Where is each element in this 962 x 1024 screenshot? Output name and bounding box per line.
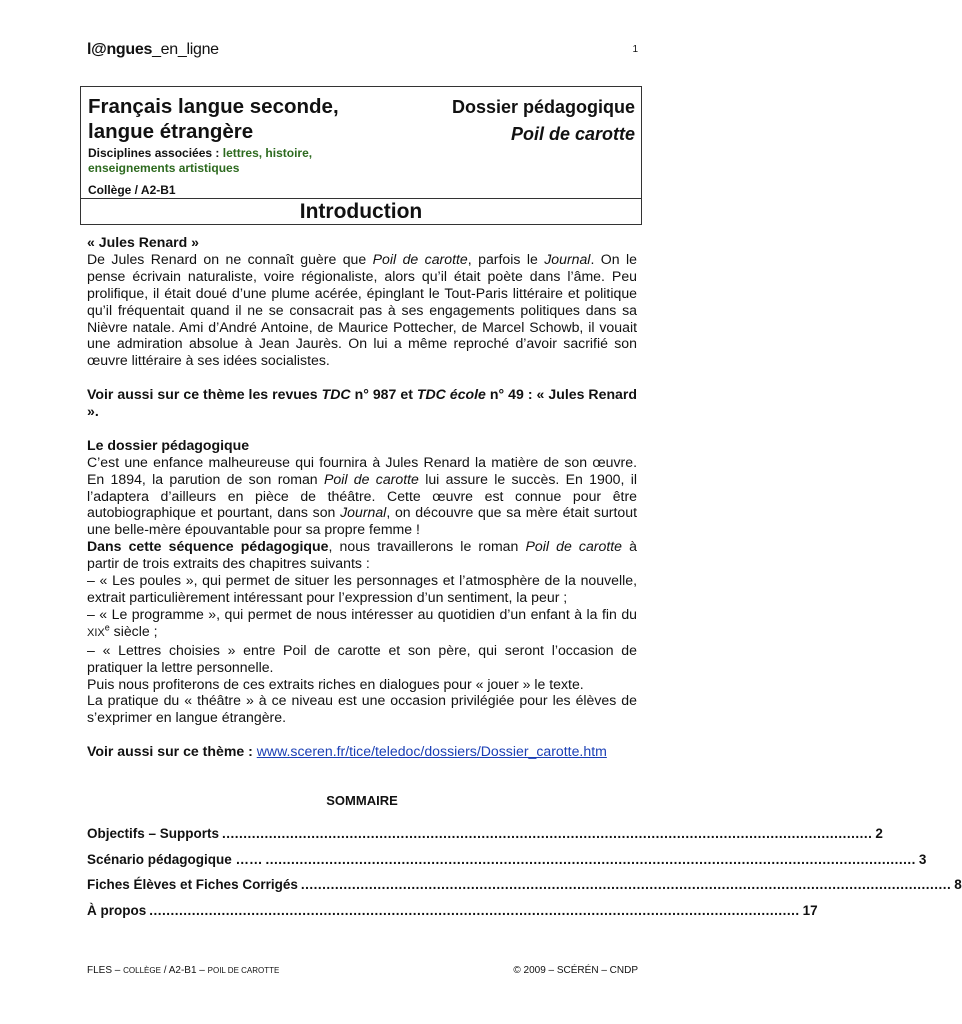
title-line1: Français langue seconde,: [88, 95, 339, 118]
paragraph: La pratique du « théâtre » à ce niveau est une occasion privilégiée pour les élèves de s’exprimer en langue étrangère.: [87, 692, 637, 726]
toc-row[interactable]: Objectifs – Supports ......................................................................................................................................................... 2: [87, 826, 883, 841]
logo-part1: l@ngues: [87, 41, 153, 58]
list-item: – « Les poules », qui permet de situer les personnages et l’atmosphère de la nouvelle, extrait particulièrement intéressant pour l’expression d’un sentiment, la peur ;: [87, 572, 637, 605]
intro-heading: « Jules Renard »: [87, 234, 200, 250]
paragraph: Puis nous profiterons de ces extraits riches en dialogues pour « jouer » le texte.: [87, 675, 584, 692]
page-number: 1: [632, 44, 638, 55]
footer-copyright: © 2009 – SCÉRÉN – CNDP: [513, 965, 638, 976]
page-title: [88, 94, 339, 144]
toc-row[interactable]: Scénario pédagogique …… ......................................................................................................................................................... 3: [87, 851, 927, 867]
logo-part2: _en_ligne: [152, 41, 219, 58]
dossier-label: Dossier pédagogique: [451, 97, 635, 117]
sommaire-title: SOMMAIRE: [326, 793, 398, 808]
intro-paragraph: De Jules Renard on ne connaît guère que Poil de carotte, parfois le Journal. On le pense écrivain naturaliste, voire régionaliste, alors qu’il était poète dans l’âme. Peu prolifique, il était doué d’une plume acérée, épinglant le Tout-Paris littéraire et politique qu’il fréquentait quand il ne se consacrait pas à ses engagements politiques dans sa Nièvre natale. Ami d’André Antoine, de Maurice Pottecher, de Marcel Schowb, il vouait une admiration absolue à Jean Jaurès. On lui a même reproché d’avoir sacrifié son œuvre littéraire à ses idées socialistes.: [87, 250, 637, 369]
level: Collège / A2-B1: [88, 183, 176, 197]
title-line2: langue étrangère: [88, 120, 254, 143]
dossier-link[interactable]: www.sceren.fr/tice/teledoc/dossiers/Dossier_carotte.htm: [256, 743, 607, 760]
footer-left: FLES – COLLÈGE / A2-B1 – POIL DE CAROTTE: [87, 965, 280, 976]
dossier-heading: [452, 94, 635, 148]
sequence-paragraph: Dans cette séquence pédagogique, nous travaillerons le roman Poil de carotte à partir de trois extraits des chapitres suivants :: [87, 538, 637, 572]
dossier-heading-text: Le dossier pédagogique: [87, 436, 250, 453]
list-item: – « Le programme », qui permet de nous intéresser au quotidien d’un enfant à la fin du XIXe siècle ;: [87, 605, 637, 639]
dossier-see-also: Voir aussi sur ce thème : www.sceren.fr/tice/teledoc/dossiers/Dossier_carotte.htm: [87, 743, 607, 760]
intro-see-also: Voir aussi sur ce thème les revues TDC n° 987 et TDC école n° 49 : « Jules Renard ».: [87, 386, 637, 420]
disciplines-label: Disciplines associées :: [88, 146, 220, 160]
main-content: [87, 234, 637, 760]
toc-row[interactable]: À propos ......................................................................................................................................................... 17: [87, 902, 818, 918]
table-of-contents: [87, 826, 962, 928]
disciplines-value: lettres, histoire, enseignements artistiques: [88, 146, 313, 175]
disciplines: [88, 146, 358, 176]
dossier-paragraph: C’est une enfance malheureuse qui fournira à Jules Renard la matière de son œuvre. En 1894, la parution de son roman Poil de carotte lui assure le succès. En 1900, il l’adaptera d’ailleurs en pièce de théâtre. Cette œuvre est connue pour être autobiographique et pourtant, dans son Journal, on découvre que sa mère était surtout une belle-mère épouvantable pour sa propre femme !: [87, 453, 638, 538]
list-item: – « Lettres choisies » entre Poil de carotte et son père, qui seront l’occasion de pratiquer la lettre personnelle.: [87, 641, 637, 675]
dossier-title: Poil de carotte: [510, 124, 635, 144]
toc-row[interactable]: Fiches Élèves et Fiches Corrigés ......................................................................................................................................................... 8: [87, 877, 962, 892]
section-title: Introduction: [80, 198, 642, 225]
site-logo: [87, 41, 219, 59]
header-box: [80, 86, 642, 199]
